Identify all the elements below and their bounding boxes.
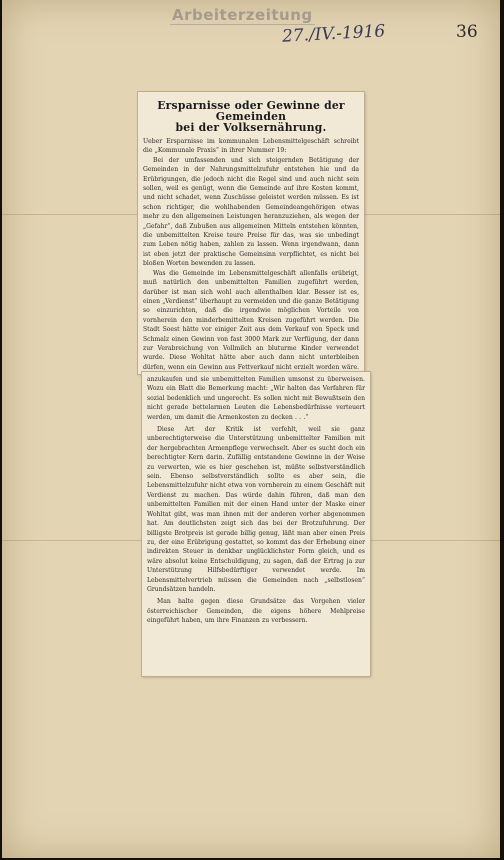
article-paragraph: Was die Gemeinde im Lebensmittelgeschäft allenfalls erübrigt, muß natürlich den unbemittelten Familien zugeführt werden, darüber ist man sich wohl auch allenthalben klar. Besser ist es, einen „Verdienst“ überhaupt zu vermeiden und die ganze Betätigung so einzurichten, daß die irgendwie möglichen Vorteile von vornherein den minderbemittelten Kreisen zugeführt werden. Die Stadt Soest hätte vor einiger Zeit aus dem Verkauf von Speck und Schmalz einen Gewinn von fast 3000 Mark zur Verfügung, der dann zur Verabreichung von Vollmilch an bluturme Kinder verwendet wurde. Diese Wohltat hätte aber auch dann nicht unterbleiben dürfen, wenn ein Gewinn aus Fettverkauf nicht erzielt worden wäre. bbox=[143, 269, 359, 371]
newspaper-clipping-part-2 bbox=[142, 372, 370, 676]
article-paragraph: Bei der umfassenden und sich steigernden Betätigung der Gemeinden in der Nahrungsmittelzufuhr entstehen hie und da Erübrigungen, die jedoch nicht die Regel sind und auch nicht sein sollen, weil es genügt, wenn die Gemeinde auf ihre Kosten kommt, und nicht schadet, wenn Zuschüsse geleistet werden müssen. Es ist schon richtiger, die wohlhabenden Gemeindeangehörigen etwas mehr zu den allgemeinen Leistungen heranzuziehen, als wegen der „Gefahr“, daß Zubußen aus allgemeinen Mitteln entstehen könnten, die unbemittelten Kreise teure Preise für das, was sie unbedingt zum Leben nötig haben, zahlen zu lassen. Wenn irgendwann, dann ist eben jetzt der praktische Gemeinsinn verpflichtet, es nicht bei bloßen Worten bewenden zu lassen. bbox=[143, 156, 359, 268]
article-paragraph: Diese Art der Kritik ist verfehlt, weil sie ganz unberechtigterweise die Unterstützung unbemittelter Familien mit der hergebrachten Armenpflege verwechselt. Aber es sucht doch ein berechtigter Kern darin. Zufällig entstandene Gewinne in der Weise zu verwerten, wie es hier geschehen ist, müßte selbstverständlich sein. Ebenso selbstverständlich sollte es aber sein, die Lebensmittelzufuhr nicht etwa von vornherein zu einem Geschäft mit Verdienst zu machen. Das würde dahin führen, daß man den unbemittelten Familien mit der einen Hand unter der Maske einer Wohltat gibt, was man ihnen mit der anderen vorher abgenommen hat. Am deutlichsten zeigt sich das bei der Brotzufuhrung. Der billigste Brotpreis ist gerade billig genug, läßt man aber einen Preis zu, der eine Erübrigung gestattet, so kommt das der Erhebung einer indirekten Steuer in denkbar unglücklichster Form gleich, und es wäre absolut keine Entschuldigung, zu sagen, daß der Ertrag ja zur Unterstützung Hilfsbedürftiger verwendet werde. Im Lebensmittelvertrieb müssen die Gemeinden nach „selbstlosen“ Grundsätzen handeln. bbox=[147, 426, 365, 593]
archive-page bbox=[2, 0, 500, 858]
headline-line-1: Ersparnisse oder Gewinne der Gemeinden bbox=[157, 99, 345, 123]
page-number: 36 bbox=[456, 22, 478, 42]
article-paragraph: Ueber Ersparnisse im kommunalen Lebensmittelgeschäft schreibt die „Kommunale Praxis“ in ihrer Nummer 19: bbox=[143, 138, 359, 155]
article-paragraph: anzukaufen und sie unbemittelten Familien umsonst zu überweisen. Wozu ein Blatt die Bemerkung macht: „Wir halten das Verfahren für sozial bedenklich und ungerecht. Es sollen nicht mit Bewußtsein den nicht gerade bettelarmen Leuten die Lebensbedürfnisse verteuert werden, um damit die Armenkosten zu decken . . .“ bbox=[147, 376, 365, 421]
newspaper-clipping-part-1 bbox=[138, 92, 364, 374]
handwritten-date: 27./IV.-1916 bbox=[281, 21, 386, 47]
headline-line-2: bei der Volksernährung. bbox=[175, 121, 327, 134]
article-headline bbox=[142, 100, 360, 133]
newspaper-stamp: Arbeiterzeitung bbox=[172, 6, 313, 24]
article-paragraph: Man halte gegen diese Grundsätze das Vorgehen vieler österreichischer Gemeinden, die eigens höhere Mehlpreise eingeführt haben, um ihre Finanzen zu verbessern. bbox=[147, 598, 365, 625]
